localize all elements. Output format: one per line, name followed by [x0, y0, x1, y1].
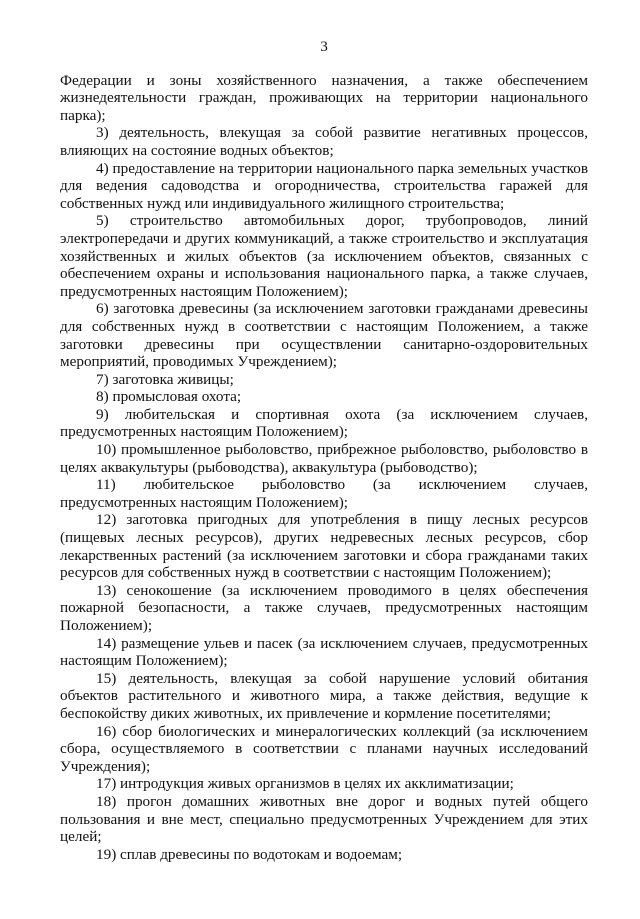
paragraph: 9) любительская и спортивная охота (за исключением случаев, предусмотренных настоящим Положением); [60, 405, 588, 441]
paragraph: 14) размещение ульев и пасек (за исключением случаев, предусмотренных настоящим Положением); [60, 634, 588, 670]
paragraph: 7) заготовка живицы; [96, 370, 234, 388]
paragraph: 3) деятельность, влекущая за собой развитие негативных процессов, влияющих на состояние водных объектов; [60, 124, 588, 159]
paragraph: 4) предоставление на территории национального парка земельных участков для ведения садоводства и огородничества, строительства гаражей для собственных нужд или индивидуального жилищного строительства; [60, 159, 588, 212]
paragraph: 12) заготовка пригодных для употребления в пищу лесных ресурсов (пищевых лесных ресурсов), других недревесных лесных ресурсов, сбор лекарственных растений (за исключением заготовки и сбора гражданами таких ресурсов для собственных нужд в соответствии с настоящим Положением); [60, 511, 588, 582]
page-number: 3 [320, 38, 328, 55]
paragraph: 18) прогон домашних животных вне дорог и водных путей общего пользования и вне мест, специально предусмотренных Учреждением для этих целей; [60, 792, 588, 846]
paragraph: 6) заготовка древесины (за исключением заготовки гражданами древесины для собственных нужд в соответствии с настоящим Положением, а также заготовки древесины при осуществлении санитарно-оздоровительных мероприятий, проводимых Учреждением); [60, 300, 588, 371]
document-body [60, 72, 588, 864]
paragraph: 17) интродукция живых организмов в целях их акклиматизации; [96, 775, 514, 793]
paragraph: Федерации и зоны хозяйственного назначения, а также обеспечением жизнедеятельности граждан, проживающих на территории национального парка); [60, 71, 588, 124]
paragraph: 5) строительство автомобильных дорог, трубопроводов, линий электропередачи и других коммуникаций, а также строительство и эксплуатация хозяйственных и жилых объектов (за исключением объектов, связанных с обеспечением охраны и использования национального парка, а также случаев, предусмотренных настоящим Положением); [60, 212, 588, 300]
paragraph: 13) сенокошение (за исключением проводимого в целях обеспечения пожарной безопасности, а также случаев, предусмотренных настоящим Положением); [60, 581, 588, 634]
paragraph: 10) промышленное рыболовство, прибрежное рыболовство, рыболовство в целях аквакультуры (рыбоводства), аквакультура (рыбоводство); [60, 441, 588, 476]
paragraph: 16) сбор биологических и минералогических коллекций (за исключением сбора, осуществляемого в соответствии с планами научных исследований Учреждения); [60, 722, 588, 775]
paragraph: 19) сплав древесины по водотокам и водоемам; [96, 845, 403, 863]
paragraph: 8) промысловая охота; [96, 388, 242, 406]
paragraph: 11) любительское рыболовство (за исключением случаев, предусмотренных настоящим Положением); [60, 476, 588, 511]
paragraph: 15) деятельность, влекущая за собой нарушение условий обитания объектов растительного и животного мира, а также действия, ведущие к беспокойству диких животных, их привлечение и кормление посетителями; [60, 669, 588, 722]
